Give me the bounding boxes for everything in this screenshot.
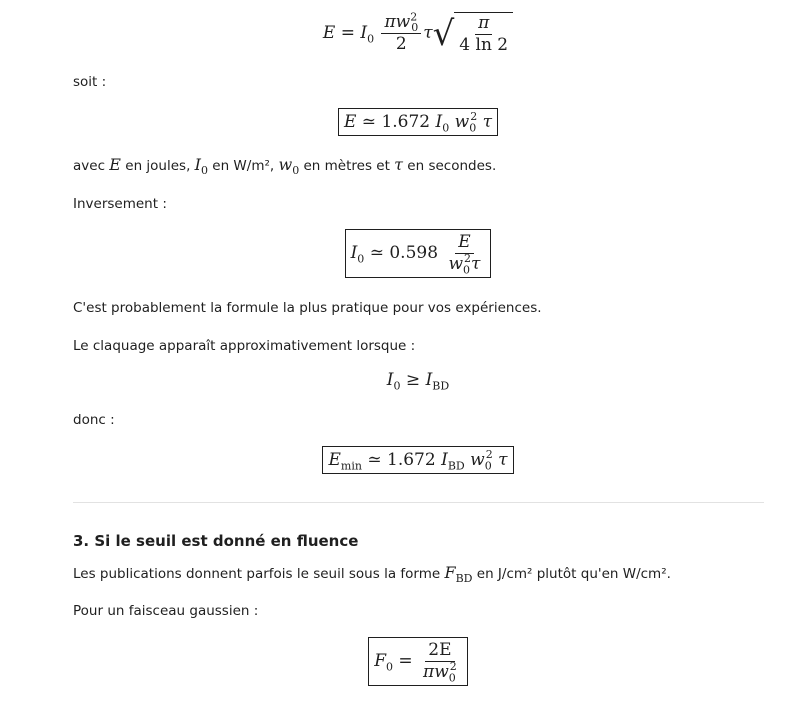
section-heading: 3. Si le seuil est donné en fluence — [73, 532, 359, 550]
equation-energy: $E = I_0$ $\frac{\pi w^2_0}{2}$ τ √ $\frac{\pi}{4 \ln 2}$ — [0, 12, 792, 55]
text-soit: soit : — [73, 74, 107, 90]
boxed-formula: $E_{min}$ ≃ 1.672 $I_{BD}$ $w_0^2$ τ — [322, 446, 513, 474]
text-publications: Les publications donnent parfois le seuil sous la forme $F_{BD}$ en J/cm² plutôt qu'en W/cm². — [73, 563, 671, 586]
equation-intensity — [0, 229, 792, 278]
equation-threshold: $I_0 \ge I_{BD}$ — [386, 370, 450, 393]
boxed-formula: $F_0$ = $\frac{2E}{\pi w_0^2}$ — [368, 637, 468, 686]
equation-energy-approx — [0, 108, 792, 136]
text-faisceau: Pour un faisceau gaussien : — [73, 603, 259, 619]
text-claquage: Le claquage apparaît approximativement lorsque : — [73, 338, 416, 354]
text-inversement: Inversement : — [73, 196, 167, 212]
section-divider — [73, 502, 764, 503]
text-units: avec E en joules, $I_0$ en W/m², $w_0$ en mètres et τ en secondes. — [73, 155, 497, 178]
equation-fluence — [0, 637, 792, 686]
boxed-formula: E ≃ 1.672 $I_0$ $w_0^2$ τ — [338, 108, 498, 136]
symbol-i0: $I_0$ — [360, 23, 375, 46]
square-root: √ $\frac{\pi}{4 \ln 2}$ — [433, 12, 514, 55]
symbol-e: E — [322, 23, 336, 43]
boxed-formula: $I_0$ ≃ 0.598 $\frac{E}{w_0^2\tau}$ — [345, 229, 492, 278]
text-pratique: C'est probablement la formule la plus pratique pour vos expériences. — [73, 300, 542, 316]
fraction-pi-w0-over-2: $\frac{\pi w^2_0}{2}$ — [381, 13, 421, 54]
text-donc: donc : — [73, 412, 115, 428]
equation-emin — [0, 446, 792, 474]
